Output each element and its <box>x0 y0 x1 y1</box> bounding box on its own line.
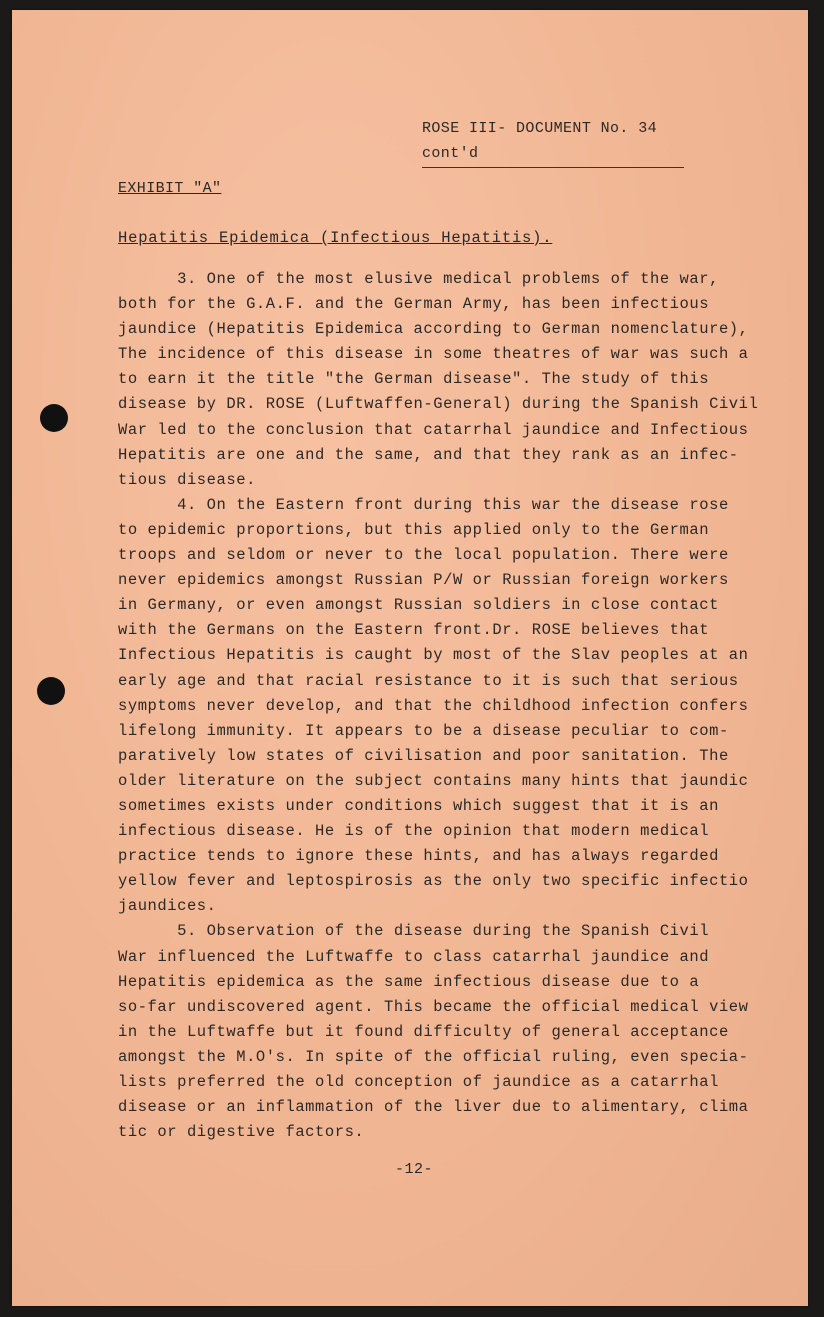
text-line: disease or an inflammation of the liver due to alimentary, clima <box>118 1098 749 1117</box>
header-divider <box>422 167 684 168</box>
text-line: Infectious Hepatitis is caught by most of the Slav peoples at an <box>118 646 749 665</box>
text-line: tic or digestive factors. <box>118 1123 365 1142</box>
text-line: in Germany, or even amongst Russian soldiers in close contact <box>118 596 719 615</box>
document-header <box>422 116 657 166</box>
punch-hole <box>40 404 68 432</box>
document-subtitle: cont'd <box>422 145 479 162</box>
text-line: War influenced the Luftwaffe to class catarrhal jaundice and <box>118 947 710 966</box>
page-number: -12- <box>395 1161 434 1178</box>
text-line: to epidemic proportions, but this applied only to the German <box>118 520 710 539</box>
text-line: yellow fever and leptospirosis as the only two specific infectio <box>118 872 749 891</box>
exhibit-label: EXHIBIT "A" <box>118 180 222 197</box>
text-line: 5. Observation of the disease during the Spanish Civil <box>118 922 710 941</box>
text-line: War led to the conclusion that catarrhal jaundice and Infectious <box>118 420 749 439</box>
text-line: so-far undiscovered agent. This became the official medical view <box>118 997 749 1016</box>
text-line: sometimes exists under conditions which suggest that it is an <box>118 796 719 815</box>
text-line: paratively low states of civilisation and poor sanitation. The <box>118 746 729 765</box>
text-line: 3. One of the most elusive medical problems of the war, <box>118 270 719 288</box>
text-line: early age and that racial resistance to it is such that serious <box>118 671 739 690</box>
text-line: Hepatitis are one and the same, and that they rank as an infec- <box>118 445 739 464</box>
document-title: ROSE III- DOCUMENT No. 34 <box>422 120 658 137</box>
text-line: jaundices. <box>118 897 217 916</box>
text-line: lifelong immunity. It appears to be a disease peculiar to com- <box>118 721 729 740</box>
text-line: troops and seldom or never to the local population. There were <box>118 546 729 565</box>
text-line: symptoms never develop, and that the childhood infection confers <box>118 696 749 715</box>
text-line: The incidence of this disease in some theatres of war was such a <box>118 345 749 364</box>
text-line: 4. On the Eastern front during this war the disease rose <box>118 495 729 514</box>
text-line: with the Germans on the Eastern front.Dr. ROSE believes that <box>118 621 710 640</box>
text-line: to earn it the title "the German disease". The study of this <box>118 370 710 389</box>
text-line: both for the G.A.F. and the German Army, has been infectious <box>118 295 710 314</box>
text-line: in the Luftwaffe but it found difficulty of general acceptance <box>118 1022 729 1041</box>
text-line: practice tends to ignore these hints, and has always regarded <box>118 847 719 866</box>
text-line: disease by DR. ROSE (Luftwaffen-General) during the Spanish Civil <box>118 395 759 414</box>
document-page <box>12 10 808 1306</box>
text-line: jaundice (Hepatitis Epidemica according to German nomenclature), <box>118 320 749 339</box>
text-line: amongst the M.O's. In spite of the official ruling, even specia- <box>118 1047 749 1066</box>
body-text <box>118 267 778 1145</box>
text-line: older literature on the subject contains many hints that jaundic <box>118 771 749 790</box>
text-line: tious disease. <box>118 470 256 489</box>
section-heading: Hepatitis Epidemica (Infectious Hepatitis). <box>118 229 553 247</box>
text-line: lists preferred the old conception of jaundice as a catarrhal <box>118 1073 719 1091</box>
text-line: infectious disease. He is of the opinion that modern medical <box>118 822 710 841</box>
text-line: Hepatitis epidemica as the same infectious disease due to a <box>118 972 700 991</box>
text-line: never epidemics amongst Russian P/W or Russian foreign workers <box>118 571 729 590</box>
punch-hole <box>37 677 65 705</box>
